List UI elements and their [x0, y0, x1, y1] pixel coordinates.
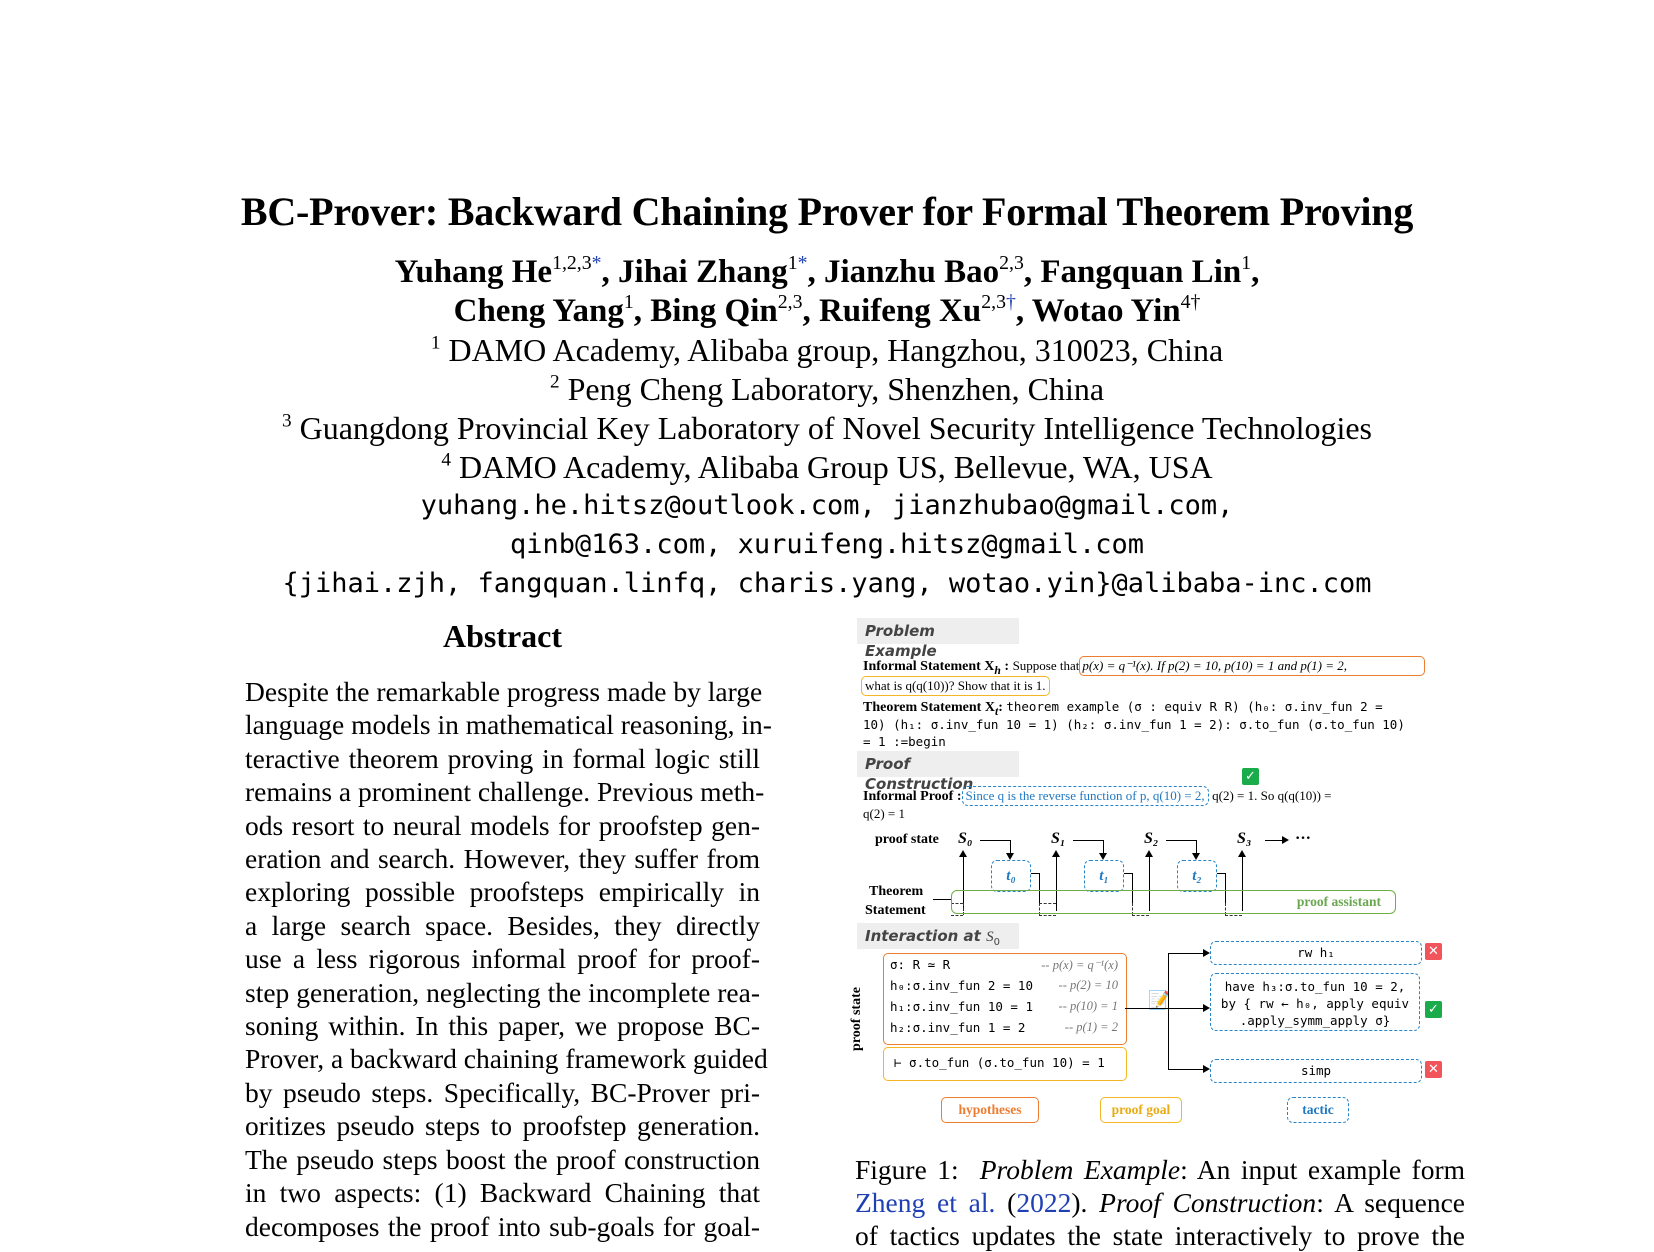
author-name: Yuhang He: [394, 254, 553, 290]
equal-contribution-mark[interactable]: *: [591, 252, 602, 275]
author-name: Ruifeng Xu: [818, 293, 982, 329]
tactic-code: simp: [1300, 1063, 1332, 1078]
affiliation-number: 2: [549, 371, 560, 393]
connector: [933, 899, 951, 900]
author-affiliation-sup: 2,3: [999, 252, 1024, 275]
tactic-code: have h₃:σ.to_fun 10 = 2,: [1224, 979, 1406, 994]
theorem-label-1: Theorem: [869, 884, 924, 899]
affiliation-2: [0, 371, 1654, 408]
caption-text: ).: [1071, 1187, 1088, 1218]
caption-line-1: [855, 1153, 1465, 1186]
dotted-connector: [1132, 915, 1149, 916]
informal-statement-label: Informal Statement $X_h$ :: [863, 659, 1010, 677]
abstract-line: step generation, neglecting the incomplete rea-: [245, 976, 760, 1008]
author-affiliation-sup: 2,3: [981, 291, 1006, 314]
author-name: Cheng Yang: [453, 293, 624, 329]
state-s1: S₁: [1051, 830, 1066, 847]
abstract-line: use a less rigorous informal proof for proof-: [245, 943, 760, 975]
connector: [1125, 1008, 1179, 1009]
author-affiliation-sup: 2,3: [777, 291, 803, 314]
caption-text: : An input example form: [1180, 1154, 1466, 1185]
abstract-body: [245, 675, 772, 1243]
email-line-1: yuhang.he.hitsz@outlook.com, jianzhubao@gmail.com,: [420, 490, 1234, 521]
figure-label: Figure 1:: [855, 1154, 959, 1185]
abstract-line: Prover, a backward chaining framework guided: [245, 1043, 768, 1075]
separator: ,: [1015, 293, 1032, 329]
corresponding-author-mark[interactable]: †: [1005, 291, 1016, 314]
tactic-t0: t₀: [991, 860, 1031, 892]
informal-statement-line-2: [861, 676, 1050, 696]
tactic-code: .apply_symm_apply σ}: [1239, 1013, 1391, 1028]
separator: ,: [807, 254, 824, 290]
arrow-down: [1196, 840, 1197, 854]
arrow-right: [1168, 1069, 1204, 1070]
citation-link[interactable]: Zheng et al.: [855, 1187, 996, 1218]
hypothesis-code: h₁:σ.inv_fun 10 = 1: [890, 999, 1033, 1014]
caption-italic: Problem Example: [979, 1154, 1181, 1185]
abstract-line: The pseudo steps boost the proof construction: [245, 1143, 760, 1175]
arrow-down: [1103, 840, 1104, 854]
connector: [1124, 873, 1132, 874]
author-name: Jianzhu Bao: [823, 254, 1000, 290]
connector: [1073, 840, 1103, 841]
connector: [1031, 873, 1039, 874]
theorem-statement-line-3: = 1 :=begin: [863, 734, 946, 749]
arrow-right: [1179, 1008, 1204, 1009]
tactic-t1: t₁: [1084, 860, 1124, 892]
hypotheses-highlight: p(x) = q⁻¹(x). If p(2) = 10, p(10) = 1 and p(1) = 2,: [1079, 656, 1425, 676]
author-affiliation-sup: 1: [623, 291, 634, 314]
proof-assistant-bar: [951, 890, 1396, 914]
abstract-line: exploring possible proofsteps empirically in: [245, 876, 760, 908]
citation-year-link[interactable]: 2022: [1016, 1187, 1072, 1218]
authors-line-1: [0, 254, 1654, 291]
separator: ,: [633, 293, 651, 329]
section-tag-interaction: Interaction at $S_0$: [857, 923, 1019, 949]
tactic-t2: t₂: [1177, 860, 1217, 892]
notepad-pen-icon: 📝: [1148, 990, 1171, 1011]
theorem-statement-label: Theorem Statement $X_t$:: [863, 700, 1003, 718]
abstract-line: remains a prominent challenge. Previous meth-: [245, 776, 765, 808]
affiliation-4: [0, 449, 1654, 486]
cross-icon: ✕: [1425, 943, 1442, 960]
separator: ,: [1023, 254, 1041, 290]
proof-goal-box: [883, 1047, 1127, 1081]
connector: [1166, 840, 1196, 841]
connector: [980, 840, 1010, 841]
check-icon: ✓: [1425, 1001, 1442, 1018]
abstract-heading: Abstract: [442, 618, 563, 654]
proof-state-side-label: proof state: [848, 987, 864, 1051]
ellipsis: ···: [1295, 830, 1312, 847]
arrow-down: [1010, 840, 1011, 854]
figure-caption: [855, 1153, 1465, 1252]
abstract-line: oritizes pseudo steps to proofstep generation.: [245, 1110, 760, 1142]
affiliation-number: 3: [281, 410, 292, 432]
abstract-line: eration and search. However, they suffer from: [245, 843, 760, 875]
check-icon: ✓: [1242, 768, 1259, 785]
hypothesis-comment: -- p(2) = 10: [1058, 978, 1118, 992]
proof-assistant-label: proof assistant: [1296, 894, 1381, 909]
informal-proof-line-1: [863, 786, 1331, 806]
dotted-connector: [951, 915, 963, 916]
hypothesis-comment: -- p(x) = q⁻¹(x): [1041, 958, 1118, 972]
author-affiliation-sup: 1,2,3: [552, 252, 592, 275]
affiliation-text: DAMO Academy, Alibaba group, Hangzhou, 310023, China: [448, 332, 1224, 368]
pseudo-step-highlight: Since q is the reverse function of p, q(10) = 2,: [962, 786, 1209, 806]
state-s3: S₃: [1237, 830, 1252, 847]
informal-statement-prefix: Suppose that: [1012, 658, 1080, 673]
abstract-line: a large search space. Besides, they directly: [245, 909, 760, 941]
abstract-line: language models in mathematical reasoning, in-: [245, 709, 772, 741]
caption-text: : A sequence: [1316, 1187, 1465, 1218]
author-name: Jihai Zhang: [618, 254, 788, 290]
paper-title: BC-Prover: Backward Chaining Prover for Formal Theorem Proving: [240, 189, 1414, 234]
caption-line-3: of tactics updates the state interactively to prove the: [855, 1220, 1465, 1251]
dotted-connector: [1225, 915, 1242, 916]
abstract-line: ods resort to neural models for proofstep gen-: [245, 809, 760, 841]
author-name: Bing Qin: [650, 293, 778, 329]
theorem-statement-line-1: [863, 699, 1383, 718]
authors-line-2: [0, 293, 1654, 330]
hypotheses-box: [883, 953, 1127, 1045]
separator: ,: [601, 254, 619, 290]
abstract-line: soning within. In this paper, we propose BC-: [245, 1010, 760, 1042]
legend-tactic: tactic: [1287, 1097, 1349, 1123]
tactic-code: by { rw ← h₀, apply equiv: [1220, 996, 1410, 1011]
tactic-code: rw h₁: [1297, 945, 1335, 960]
corresponding-author-mark: †: [1190, 291, 1201, 314]
tactic-candidate[interactable]: [1210, 1059, 1422, 1083]
affiliation-number: 4: [441, 449, 451, 471]
informal-proof-label: Informal Proof :: [863, 789, 962, 804]
affiliation-text: DAMO Academy, Alibaba Group US, Bellevue, WA, USA: [458, 449, 1213, 485]
informal-proof-line-2: q(2) = 1: [863, 806, 905, 821]
author-affiliation-sup: 1: [787, 252, 798, 275]
legend-hypotheses: hypotheses: [941, 1097, 1039, 1123]
theorem-label-2: Statement: [865, 903, 926, 918]
dotted-connector: [1039, 915, 1056, 916]
section-tag-problem-example: Problem Example: [857, 618, 1019, 644]
abstract-line: by pseudo steps. Specifically, BC-Prover pri-: [245, 1076, 760, 1108]
abstract-line: Despite the remarkable progress made by large: [245, 676, 763, 707]
hypothesis-code: h₂:σ.inv_fun 1 = 2: [890, 1020, 1026, 1035]
abstract-line: teractive theorem proving in formal logic still: [245, 742, 760, 774]
theorem-code: theorem example (σ : equiv R R) (h₀: σ.inv_fun 2 =: [1006, 699, 1383, 714]
hypothesis-code: h₀:σ.inv_fun 2 = 10: [890, 978, 1033, 993]
affiliation-1: [0, 332, 1654, 369]
connector: [1217, 873, 1225, 874]
cross-icon: ✕: [1425, 1061, 1442, 1078]
email-line-3: {jihai.zjh, fangquan.linfq, charis.yang, wotao.yin}@alibaba-inc.com: [282, 568, 1372, 599]
connector: [1168, 953, 1169, 1069]
author-name: Wotao Yin: [1031, 293, 1181, 329]
figure-1: [848, 616, 1460, 1136]
hypothesis-code: σ: R ≃ R: [890, 957, 951, 972]
separator: ,: [802, 293, 819, 329]
hypothesis-comment: -- p(1) = 2: [1064, 1020, 1118, 1034]
affiliation-3: [0, 410, 1654, 447]
tactic-candidate[interactable]: [1210, 941, 1422, 965]
tactic-candidate[interactable]: [1210, 973, 1420, 1031]
legend-proof-goal: proof goal: [1100, 1097, 1182, 1123]
hypothesis-comment: -- p(10) = 1: [1058, 999, 1118, 1013]
email-line-2: qinb@163.com, xuruifeng.hitsz@gmail.com: [510, 529, 1144, 560]
abstract-line: in two aspects: (1) Backward Chaining that: [245, 1177, 760, 1209]
informal-statement-line-1: [863, 656, 1425, 677]
author-affiliation-sup: 4: [1180, 291, 1191, 314]
goal-highlight: what is q(q(10))? Show that it is 1.: [861, 676, 1050, 696]
separator: ,: [1251, 254, 1260, 290]
affiliation-text: Peng Cheng Laboratory, Shenzhen, China: [567, 371, 1105, 407]
goal-code: ⊢ σ.to_fun (σ.to_fun 10) = 1: [894, 1055, 1105, 1070]
abstract-line: decomposes the proof into sub-goals for goal-: [245, 1210, 760, 1242]
section-tag-proof-construction: Proof Construction: [857, 751, 1019, 777]
affiliation-text: Guangdong Provincial Key Laboratory of Novel Security Intelligence Technologies: [299, 410, 1372, 446]
caption-italic: Proof Construction: [1099, 1187, 1317, 1218]
state-s0: S₀: [958, 830, 973, 847]
arrow-right: [1265, 840, 1283, 841]
author-affiliation-sup: 1: [1241, 252, 1252, 275]
author-name: Fangquan Lin: [1040, 254, 1242, 290]
theorem-statement-line-2: 10) (h₁: σ.inv_fun 10 = 1) (h₂: σ.inv_fun 1 = 2): σ.to_fun (σ.to_fun 10): [863, 717, 1405, 732]
state-s2: S₂: [1144, 830, 1159, 847]
arrow-right: [1168, 953, 1204, 954]
affiliation-number: 1: [430, 332, 441, 354]
informal-proof-rest: q(2) = 1. So q(q(10)) =: [1212, 788, 1332, 803]
chain-row-label: proof state: [875, 832, 939, 847]
equal-contribution-mark[interactable]: *: [797, 252, 808, 275]
caption-line-2: [855, 1186, 1465, 1219]
caption-text: (: [995, 1187, 1017, 1218]
